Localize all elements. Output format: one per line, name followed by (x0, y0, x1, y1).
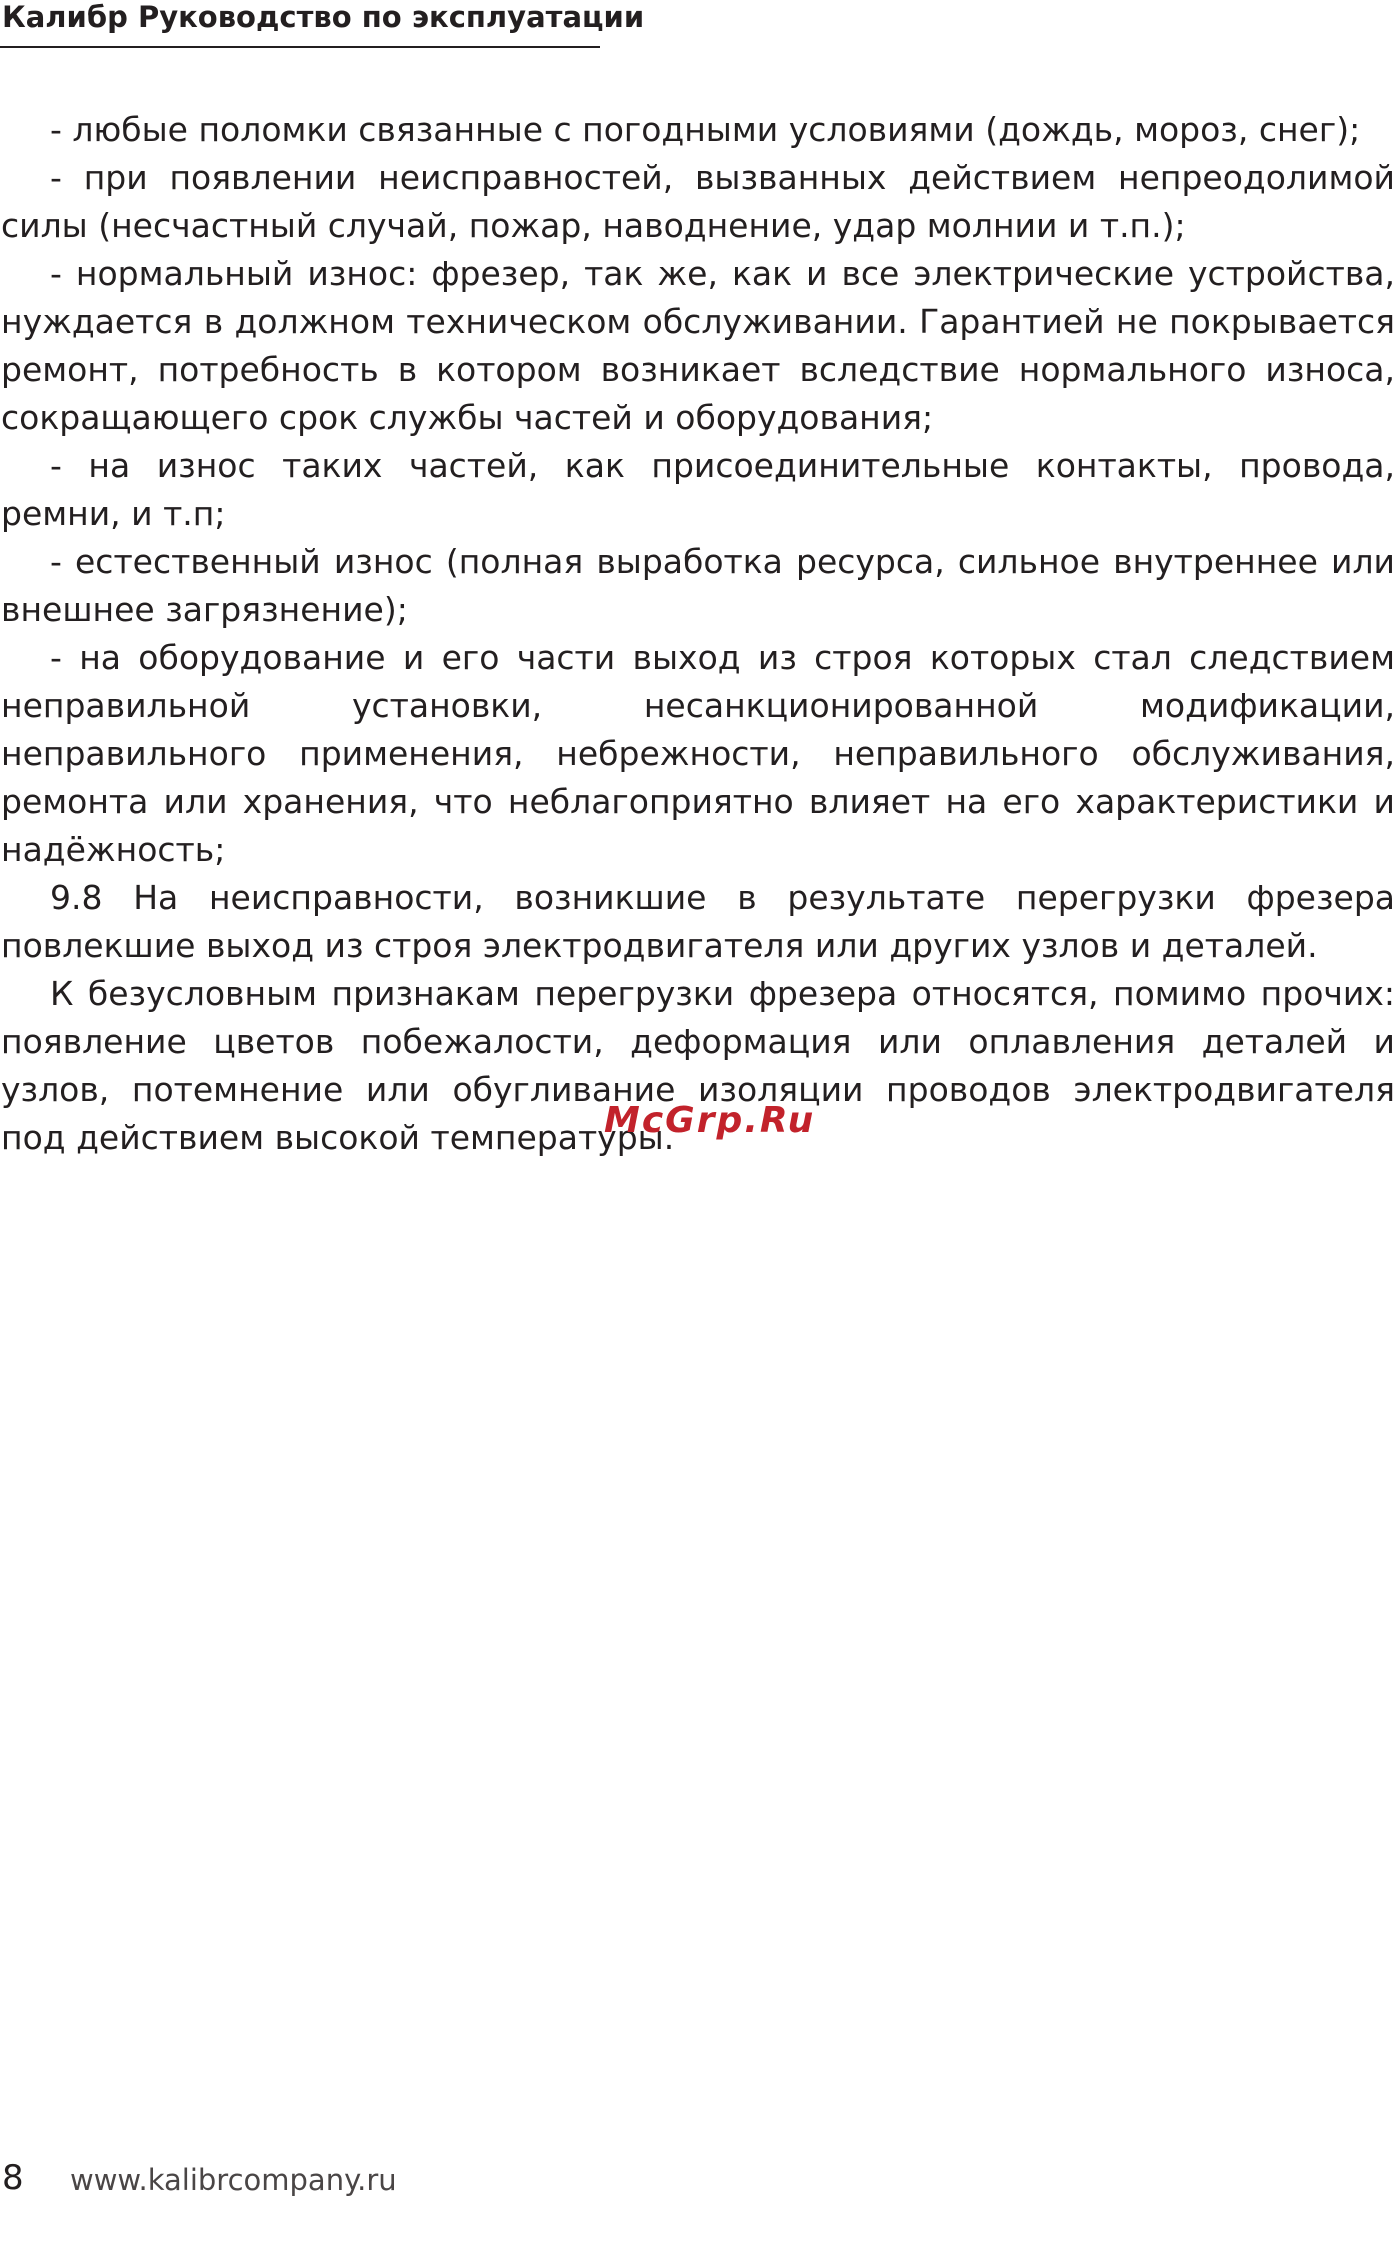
paragraph: К безусловным признакам перегрузки фрезера относятся, помимо прочих: появление цветов побежалости, деформация или оплавления деталей и узлов, потемнение или обугливание изоляции проводов электродвигателя под действием высокой температуры. (1, 974, 1395, 1157)
paragraph: - на оборудование и его части выход из строя которых стал следствием неправильной установки, несанкционированной модификации, неправильного применения, небрежности, неправильного обслуживания, ремонта или хранения, что неблагоприятно влияет на его характеристики и надёжность; (1, 638, 1395, 869)
paragraph: 9.8 На неисправности, возникшие в результате перегрузки фрезера повлекшие выход из строя электродвигателя или других узлов и деталей. (1, 878, 1395, 965)
page-footer (0, 2158, 600, 2202)
paragraph: - нормальный износ: фрезер, так же, как и все электрические устройства, нуждается в должном техническом обслуживании. Гарантией не покрывается ремонт, потребность в котором возникает вследствие нормального износа, сокращающего срок службы частей и оборудования; (1, 254, 1395, 437)
watermark-link[interactable]: McGrp.Ru (604, 1100, 816, 1141)
paragraph: - естественный износ (полная выработка ресурса, сильное внутреннее или внешнее загрязнение); (1, 542, 1395, 629)
paragraph: - на износ таких частей, как присоединительные контакты, провода, ремни, и т.п; (1, 446, 1395, 533)
page-header (0, 0, 645, 48)
body-text (1, 106, 1395, 1162)
document-title: Калибр Руководство по эксплуатации (2, 0, 645, 34)
footer-url[interactable]: www.kalibrcompany.ru (70, 2163, 397, 2197)
paragraph: - любые поломки связанные с погодными условиями (дождь, мороз, снег); (50, 110, 1361, 149)
page-number: 8 (2, 2158, 24, 2198)
paragraph: - при появлении неисправностей, вызванных действием непреодолимой силы (несчастный случай, пожар, наводнение, удар молнии и т.п.); (1, 158, 1395, 245)
